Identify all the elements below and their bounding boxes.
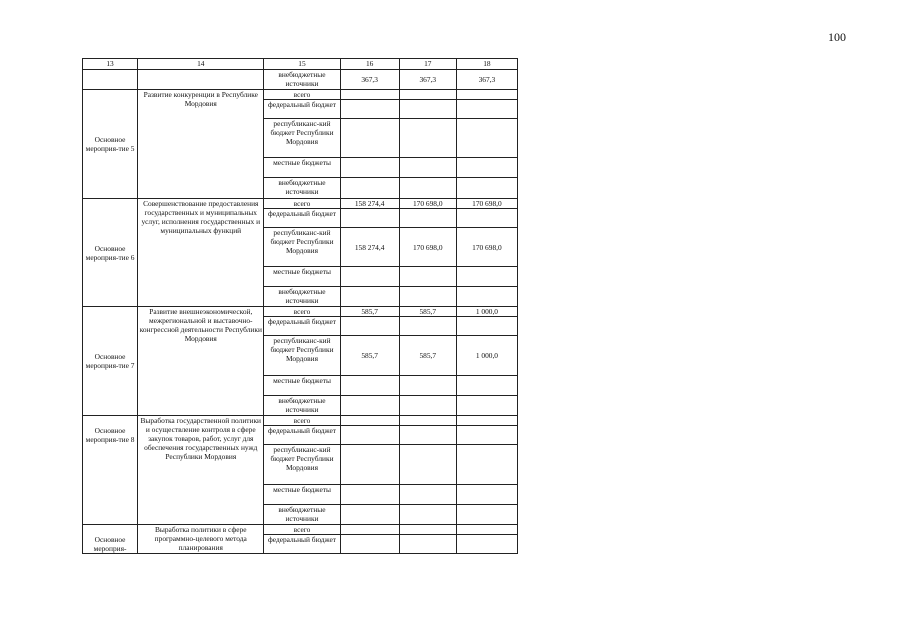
event-description: Развитие конкуренции в Республике Мордовия	[138, 90, 264, 199]
value-cell: 585,7	[340, 336, 399, 376]
value-cell: 158 274,4	[340, 228, 399, 267]
source-cell: республиканс-кий бюджет Республики Мордовия	[264, 119, 340, 158]
header-row	[83, 59, 518, 70]
source-cell: внебюджетные источники	[264, 505, 340, 525]
column-header: 15	[264, 59, 340, 70]
source-cell: местные бюджеты	[264, 376, 340, 396]
value-cell: 367,3	[456, 70, 517, 90]
source-cell: федеральный бюджет	[264, 426, 340, 445]
source-cell: внебюджетные источники	[264, 178, 340, 199]
event-label	[83, 416, 138, 525]
source-cell: всего	[264, 307, 340, 317]
value-cell: 1 000,0	[456, 307, 517, 317]
source-cell: местные бюджеты	[264, 267, 340, 287]
value-cell: 585,7	[399, 307, 456, 317]
value-cell: 367,3	[340, 70, 399, 90]
budget-table	[82, 58, 518, 554]
source-cell: внебюджетные источники	[264, 287, 340, 307]
source-cell: всего	[264, 199, 340, 209]
source-cell: федеральный бюджет	[264, 100, 340, 119]
column-header: 13	[83, 59, 138, 70]
column-header: 16	[340, 59, 399, 70]
table-row	[83, 90, 518, 100]
table-row	[83, 416, 518, 426]
source-cell: внебюджетные источники	[264, 70, 340, 90]
source-cell: местные бюджеты	[264, 485, 340, 505]
source-cell: всего	[264, 416, 340, 426]
source-cell: всего	[264, 90, 340, 100]
event-description: Выработка государственной политики и осуществление контроля в сфере закупок товаров, работ, услуг для обеспечения государственных нужд Республики Мордовия	[138, 416, 264, 525]
event-label: Основное мероприя-тие 7	[83, 307, 138, 416]
table-row	[83, 307, 518, 317]
source-cell: всего	[264, 525, 340, 535]
table-row	[83, 70, 518, 90]
event-description: Выработка политики в сфере программно-целевого метода планирования	[138, 525, 264, 554]
page-number: 100	[828, 30, 846, 44]
table-row	[83, 525, 518, 535]
value-cell: 170 698,0	[399, 199, 456, 209]
event-label: Основное мероприя-тие 5	[83, 90, 138, 199]
value-cell: 158 274,4	[340, 199, 399, 209]
source-cell: республиканс-кий бюджет Республики Мордовия	[264, 336, 340, 376]
source-cell: республиканс-кий бюджет Республики Мордовия	[264, 445, 340, 485]
event-description: Совершенствование предоставления государственных и муниципальных услуг, исполнения государственных и муниципальных функций	[138, 199, 264, 307]
value-cell: 1 000,0	[456, 336, 517, 376]
event-description: Развитие внешнеэкономической, межрегиональной и выставочно-конгрессной деятельности Республики Мордовия	[138, 307, 264, 416]
event-label: Основное мероприя-тие 6	[83, 199, 138, 307]
value-cell: 170 698,0	[456, 199, 517, 209]
value-cell: 170 698,0	[399, 228, 456, 267]
value-cell: 367,3	[399, 70, 456, 90]
table-row	[83, 199, 518, 209]
event-label-text: Основное мероприя-тие 8	[85, 426, 135, 444]
value-cell: 585,7	[399, 336, 456, 376]
column-header: 17	[399, 59, 456, 70]
source-cell: республиканс-кий бюджет Республики Мордовия	[264, 228, 340, 267]
column-header: 14	[138, 59, 264, 70]
source-cell: федеральный бюджет	[264, 209, 340, 228]
source-cell: федеральный бюджет	[264, 317, 340, 336]
source-cell: федеральный бюджет	[264, 535, 340, 554]
value-cell: 170 698,0	[456, 228, 517, 267]
value-cell: 585,7	[340, 307, 399, 317]
column-header: 18	[456, 59, 517, 70]
source-cell: внебюджетные источники	[264, 396, 340, 416]
event-label: Основное мероприя-	[83, 525, 138, 554]
source-cell: местные бюджеты	[264, 158, 340, 178]
